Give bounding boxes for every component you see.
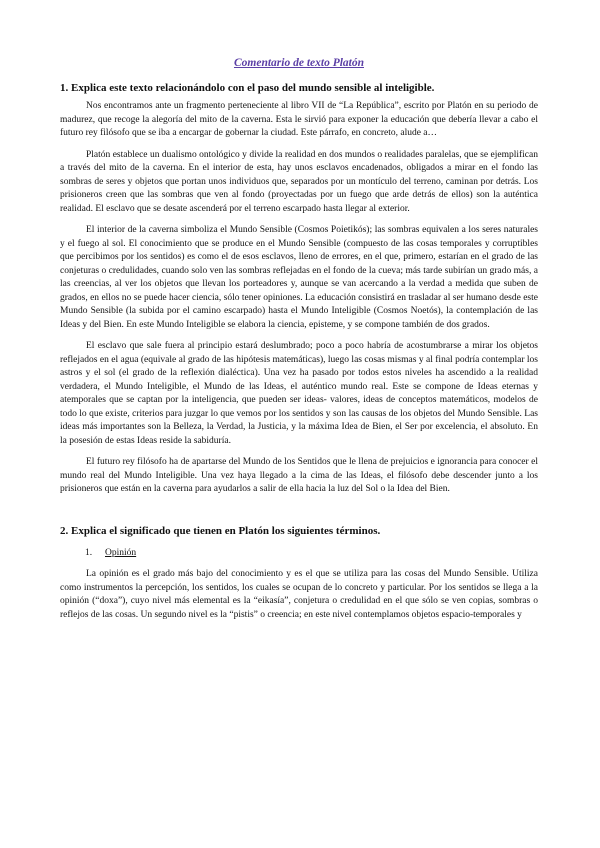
list-number: 1. (85, 547, 93, 558)
section-1-heading: 1. Explica este texto relacionándolo con el paso del mundo sensible al inteligible. (60, 82, 435, 94)
paragraph: Nos encontramos ante un fragmento perteneciente al libro VII de “La República”, escrito por Platón en su periodo de madurez, que recoge la alegoría del mito de la caverna. Esta le sirvió para exponer la educación que debería llevar a cabo el futuro rey filósofo que se iba a encargar de gobernar la ciudad. Este párrafo, en concreto, alude a… (60, 101, 538, 138)
paragraph: El futuro rey filósofo ha de apartarse del Mundo de los Sentidos que le llena de prejuicios e ignorancia para conocer el mundo real del Mundo Inteligible. Una vez haya llegado a la cima de las Ideas, el filósofo debe descender junto a los prisioneros que están en la caverna para ayudarlos a salir de ella hacia la luz del Sol o la Idea del Bien. (60, 457, 538, 494)
list-label: Opinión (105, 547, 137, 558)
paragraph: El interior de la caverna simboliza el Mundo Sensible (Cosmos Poietikós); las sombras equivalen a los seres naturales y el fuego al sol. El conocimiento que se produce en el Mundo Sensible (compuesto de las cosas temporales y corruptibles que percibimos por los sentidos) es como el de esos esclavos, lleno de errores, en el que, primero, estarían en el grado de las conjeturas o credulidades, cuando solo ven las sombras reflejadas en el fondo de la cueva; más tarde subirían un grado más, a las creencias, al ver los objetos que llevan los porteadores y, aunque se van acercando a la verdad a medida que suben de grados, en ellos no se puede hacer ciencia, sólo tener opiniones. La educación consistirá en trasladar al ser humano desde este Mundo Sensible (la subida por el camino escarpado) hasta el Mundo Inteligible (Cosmos Noetós), la contemplación de las Ideas y del Bien. En este Mundo Inteligible se elabora la ciencia, episteme, y se compone también de dos grados. (60, 225, 538, 330)
list-item-opinion (85, 547, 538, 561)
document-title: Comentario de texto Platón (233, 57, 364, 69)
section-2-heading: 2. Explica el significado que tienen en Platón los siguientes términos. (60, 524, 381, 537)
paragraph: Platón establece un dualismo ontológico y divide la realidad en dos mundos o realidades paralelas, que se ejemplifican a través del mito de la caverna. En el interior de esta, hay unos esclavos encadenados, obligados a mirar en el fondo las sombras de seres y objetos que portan unos individuos que, separados por un montículo del terreno, caminan por detrás. Los prisioneros creen que las sombras que ven al fondo (proyectadas por un fuego que arde detrás de ellos) son la auténtica realidad. El esclavo que se desate ascenderá por el terreno escarpado hasta llegar al exterior. (60, 149, 538, 214)
paragraph: El esclavo que sale fuera al principio estará deslumbrado; poco a poco habría de acostumbrarse a mirar los objetos reflejados en el agua (equivale al grado de las hipótesis matemáticas), luego las cosas mismas y al final podría contemplar los astros y el sol (el grado de la reflexión dialéctica). Una vez ha pasado por todos estos niveles ha ascendido a la realidad verdadera, el Mundo Inteligible, el Mundo de las Ideas, el auténtico mundo real. Este se compone de Ideas eternas y atemporales que se captan por la inteligencia, que pueden ser ideas- valores, ideas de conceptos matemáticos, modelos de todo lo que existe, criterios para juzgar lo que vemos por los sentidos y son las causas de los objetos del Mundo Sensible. Las ideas más importantes son la Belleza, la Verdad, la Justicia, y la máxima Idea de Bien, el Ser por excelencia, el absoluto. En la posesión de estas Ideas reside la sabiduría. (60, 341, 538, 446)
paragraph: La opinión es el grado más bajo del conocimiento y es el que se utiliza para las cosas del Mundo Sensible. Utiliza como instrumentos la percepción, los sentidos, los cuales se ocupan de lo concreto y particular. Por los sentidos se llega a la opinión (“doxa”), cuyo nivel más elemental es la “eikasía”, conjetura o credulidad en el que sólo se ven copias, sombras o reflejos de las cosas. Un segundo nivel es la “pistis” o creencia; en este nivel contemplamos objetos espacio-temporales y (60, 569, 538, 620)
